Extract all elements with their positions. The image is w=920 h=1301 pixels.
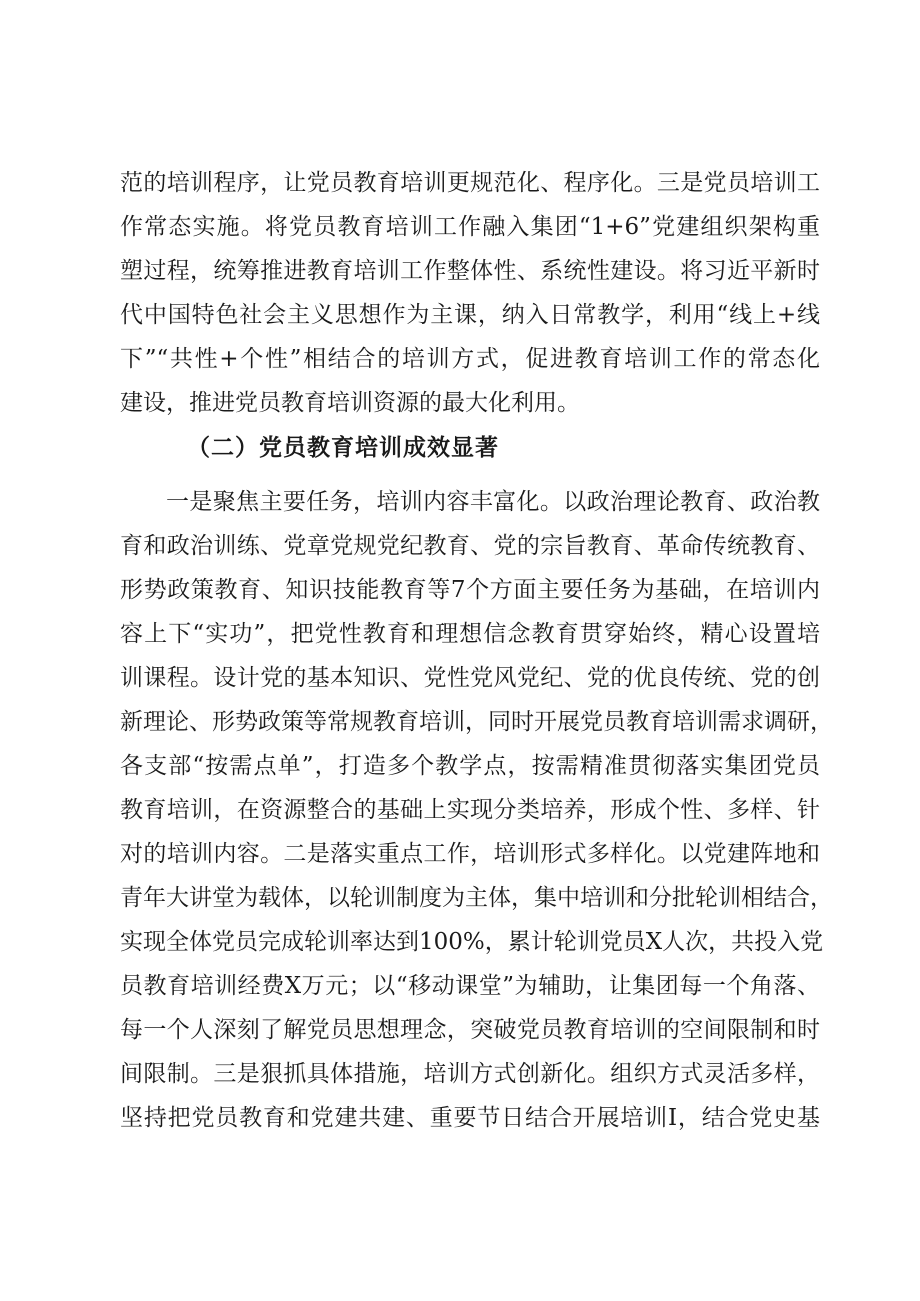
paragraph-1-line-1: 范的培训程序，让党员教育培训更规范化、程序化。三是党员培训工 <box>120 170 820 196</box>
paragraph-2-line-10: 青年大讲堂为载体，以轮训制度为主体，集中培训和分批轮训相结合， <box>120 885 833 911</box>
paragraph-2-line-3: 形势政策教育、知识技能教育等7个方面主要任务为基础，在培训内 <box>120 577 820 603</box>
paragraph-2-line-2: 育和政治训练、党章党规党纪教育、党的宗旨教育、革命传统教育、 <box>120 533 820 559</box>
paragraph-2-line-13: 每一个人深刻了解党员思想理念，突破党员教育培训的空间限制和时 <box>120 1017 820 1043</box>
paragraph-2-line-5: 训课程。设计党的基本知识、党性党风党纪、党的优良传统、党的创 <box>120 665 820 691</box>
paragraph-2-line-15: 坚持把党员教育和党建共建、重要节日结合开展培训I，结合党史基 <box>120 1105 820 1131</box>
paragraph-1-line-5: 下”“共性+个性”相结合的培训方式，促进教育培训工作的常态化 <box>120 346 820 372</box>
paragraph-2-line-14: 间限制。三是狠抓具体措施，培训方式创新化。组织方式灵活多样， <box>120 1061 820 1087</box>
paragraph-2-line-6: 新理论、形势政策等常规教育培训，同时开展党员教育培训需求调研， <box>120 709 833 735</box>
paragraph-1-line-2: 作常态实施。将党员教育培训工作融入集团“1+6”党建组织架构重 <box>120 214 820 240</box>
paragraph-2-line-4: 容上下“实功”，把党性教育和理想信念教育贯穿始终，精心设置培 <box>120 621 820 647</box>
paragraph-1-line-4: 代中国特色社会主义思想作为主课，纳入日常教学，利用“线上+线 <box>120 302 820 328</box>
paragraph-1-line-3: 塑过程，统筹推进教育培训工作整体性、系统性建设。将习近平新时 <box>120 258 820 284</box>
section-heading: （二）党员教育培训成效显著 <box>187 434 499 461</box>
paragraph-2-line-1: 一是聚焦主要任务，培训内容丰富化。以政治理论教育、政治教 <box>166 489 820 515</box>
paragraph-2-line-7: 各支部“按需点单”，打造多个教学点，按需精准贯彻落实集团党员 <box>120 753 820 779</box>
paragraph-2-line-9: 对的培训内容。二是落实重点工作，培训形式多样化。以党建阵地和 <box>120 841 820 867</box>
paragraph-2-line-8: 教育培训，在资源整合的基础上实现分类培养，形成个性、多样、针 <box>120 797 820 823</box>
paragraph-2-line-11: 实现全体党员完成轮训率达到100%，累计轮训党员X人次，共投入党 <box>120 929 824 955</box>
paragraph-1-line-6: 建设，推进党员教育培训资源的最大化利用。 <box>120 390 580 416</box>
paragraph-2-line-12: 员教育培训经费X万元；以“移动课堂”为辅助，让集团每一个角落、 <box>120 973 820 999</box>
